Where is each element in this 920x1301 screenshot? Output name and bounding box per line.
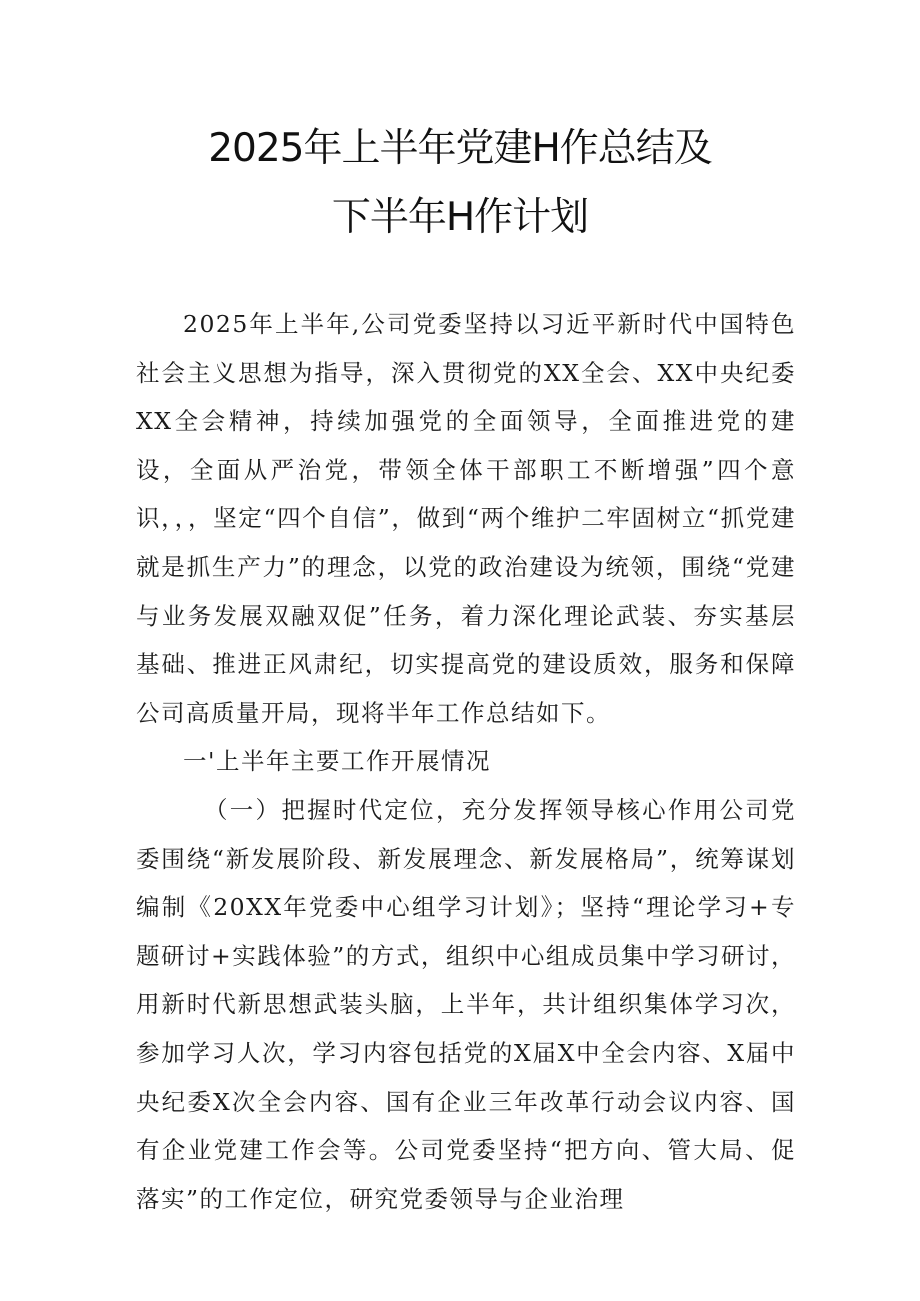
section-heading: 一'上半年主要工作开展情况 xyxy=(183,747,491,776)
intro-paragraph: 2025年上半年,公司党委坚持以习近平新时代中国特色社会主义思想为指导，深入贯彻党的XX全会、XX中央纪委XX全会精神，持续加强党的全面领导，全面推进党的建设，全面从严治党，带领全体干部职工不断增强”四个意识，，，坚定“四个自信”，做到“两个维护二牢固树立“抓党建就是抓生产力”的理念，以党的政治建设为统领，围绕“党建与业务发展双融双促”任务，着力深化理论武装、夯实基层基础、推进正风肃纪，切实提高党的建设质效，服务和保障公司高质量开局，现将半年工作总结如下。 xyxy=(136,310,796,727)
subsection-paragraph: （一）把握时代定位，充分发挥领导核心作用公司党委围绕“新发展阶段、新发展理念、新发展格局”，统筹谋划编制《20XX年党委中心组学习计划》；坚持“理论学习+专题研讨+实践体验”的方式，组织中心组成员集中学习研讨，用新时代新思想武装头脑，上半年，共计组织集体学习次，参加学习人次，学习内容包括党的X届X中全会内容、X届中央纪委X次全会内容、国有企业三年改革行动会议内容、国有企业党建工作会等。公司党委坚持“把方向、管大局、促落实”的工作定位，研究党委领导与企业治理 xyxy=(136,795,796,1213)
document-title-line-2: 下半年H作计划 xyxy=(331,195,589,240)
document-title-line-1: 2025年上半年党建H作总结及 xyxy=(208,126,712,171)
document-body xyxy=(136,300,796,1223)
